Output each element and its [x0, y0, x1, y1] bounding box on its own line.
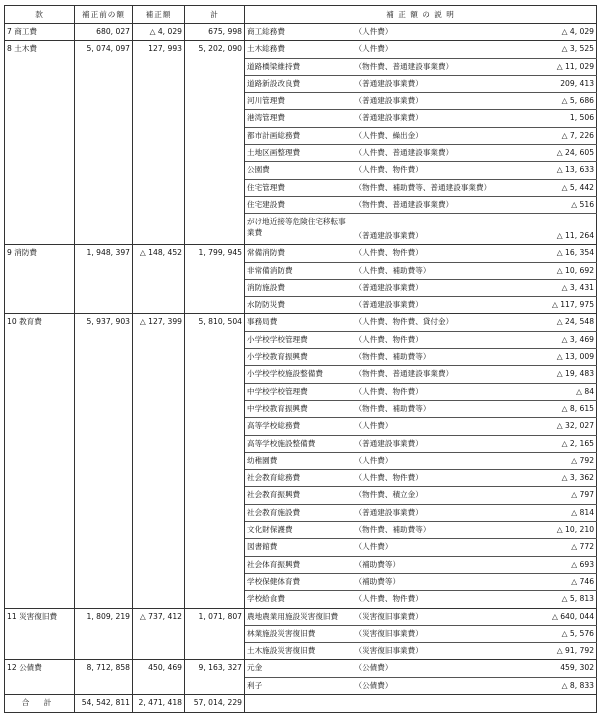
- item-amount: △ 11, 264: [507, 214, 597, 245]
- item-category: （物件費、補助費等、普通建設事業費）: [353, 179, 507, 196]
- item-name: 社会教育振興費: [245, 487, 353, 504]
- item-name: 幼稚園費: [245, 452, 353, 469]
- item-category: （普通建設事業費）: [354, 230, 423, 240]
- total-label: 合 計: [5, 694, 75, 712]
- table-row: [5, 608, 597, 625]
- table-row: [5, 24, 597, 41]
- item-name: 住宅管理費: [245, 179, 353, 196]
- item-amount: △ 84: [507, 383, 597, 400]
- item-name: 高等学校施設整備費: [245, 435, 353, 452]
- item-amount: △ 13, 009: [507, 349, 597, 366]
- header-row: [5, 6, 597, 24]
- item-amount: 209, 413: [507, 75, 597, 92]
- item-category: （人件費）: [353, 452, 507, 469]
- item-name: 道路橋梁維持費: [245, 58, 353, 75]
- item-name: 住宅建設費: [245, 196, 353, 213]
- pre-amount-cell: 680, 027: [75, 24, 133, 41]
- item-amount: △ 11, 029: [507, 58, 597, 75]
- item-amount: △ 3, 525: [507, 41, 597, 58]
- item-name: 社会体育振興費: [245, 556, 353, 573]
- total-description: [245, 694, 597, 712]
- item-amount: △ 640, 044: [507, 608, 597, 625]
- item-amount: △ 24, 548: [507, 314, 597, 331]
- table-row: [5, 41, 597, 58]
- item-category: （物件費、普通建設事業費）: [353, 58, 507, 75]
- item-amount: △ 516: [507, 196, 597, 213]
- header-pre-amount: 補正前の額: [75, 6, 133, 24]
- item-category: （人件費、物件費）: [353, 162, 507, 179]
- item-amount: △ 693: [507, 556, 597, 573]
- adjustment-cell: △ 148, 452: [133, 245, 185, 314]
- item-amount: △ 5, 686: [507, 93, 597, 110]
- header-adjustment: 補正額: [133, 6, 185, 24]
- item-category: （人件費）: [353, 41, 507, 58]
- item-name: 消防施設費: [245, 279, 353, 296]
- item-name: 都市計画総務費: [245, 127, 353, 144]
- item-amount: △ 4, 029: [507, 24, 597, 41]
- item-name: 土木総務費: [245, 41, 353, 58]
- item-name: 社会教育施設費: [245, 504, 353, 521]
- header-kan: 款: [5, 6, 75, 24]
- total-adjustment: 2, 471, 418: [133, 694, 185, 712]
- item-category: （人件費）: [353, 418, 507, 435]
- adjustment-cell: △ 737, 412: [133, 608, 185, 660]
- item-name: がけ地近接等危険住宅移転事業費: [247, 217, 346, 238]
- item-name: 道路新設改良費: [245, 75, 353, 92]
- table-row: [5, 314, 597, 331]
- item-amount: △ 797: [507, 487, 597, 504]
- item-amount: △ 5, 442: [507, 179, 597, 196]
- item-category: （普通建設事業費）: [353, 279, 507, 296]
- item-category: （人件費、繰出金）: [353, 127, 507, 144]
- item-name: 非常備消防費: [245, 262, 353, 279]
- item-amount: △ 13, 633: [507, 162, 597, 179]
- item-amount: △ 8, 615: [507, 400, 597, 417]
- total-row: [5, 694, 597, 712]
- adjustment-cell: △ 4, 029: [133, 24, 185, 41]
- pre-amount-cell: 5, 074, 097: [75, 41, 133, 245]
- item-name: 事務局費: [245, 314, 353, 331]
- kan-cell: 9 消防費: [5, 245, 75, 314]
- kan-cell: 8 土木費: [5, 41, 75, 245]
- item-name: 小学校学校管理費: [245, 331, 353, 348]
- total-cell: 1, 799, 945: [185, 245, 245, 314]
- item-category: （人件費、物件費）: [353, 331, 507, 348]
- item-category: （普通建設事業費）: [353, 435, 507, 452]
- item-name: 中学校学校管理費: [245, 383, 353, 400]
- item-name: 学校保健体育費: [245, 573, 353, 590]
- adjustment-cell: 127, 993: [133, 41, 185, 245]
- item-category: （公債費）: [353, 660, 507, 677]
- item-name: 利子: [247, 680, 263, 690]
- item-name: 学校給食費: [247, 594, 285, 604]
- item-amount: 459, 302: [507, 660, 597, 677]
- item-amount: △ 814: [507, 504, 597, 521]
- item-category: （人件費）: [353, 24, 507, 41]
- item-category: （普通建設事業費）: [353, 75, 507, 92]
- adjustment-cell: △ 127, 399: [133, 314, 185, 608]
- item-name: 図書館費: [245, 539, 353, 556]
- item-amount: △ 5, 576: [507, 625, 597, 642]
- item-category: （普通建設事業費）: [353, 504, 507, 521]
- item-amount: △ 5, 813: [507, 591, 597, 608]
- item-category: （災害復旧事業費）: [353, 608, 507, 625]
- item-name: 商工総務費: [245, 24, 353, 41]
- item-category: （物件費、普通建設事業費）: [353, 366, 507, 383]
- total-cell: 9, 163, 327: [185, 660, 245, 695]
- item-amount: △ 792: [507, 452, 597, 469]
- item-name: 社会教育総務費: [245, 470, 353, 487]
- item-category: （人件費、補助費等）: [353, 262, 507, 279]
- item-amount: △ 7, 226: [507, 127, 597, 144]
- item-amount: △ 772: [507, 539, 597, 556]
- total-cell: 5, 202, 090: [185, 41, 245, 245]
- item-category: （物件費、積立金）: [353, 487, 507, 504]
- item-category: （物件費、普通建設事業費）: [353, 196, 507, 213]
- kan-cell: 12 公債費: [5, 660, 75, 695]
- item-amount: △ 2, 165: [507, 435, 597, 452]
- pre-amount-cell: 8, 712, 858: [75, 660, 133, 695]
- item-category: （人件費、物件費）: [353, 245, 507, 262]
- item-amount: △ 8, 833: [507, 677, 597, 694]
- item-name: 文化財保護費: [245, 522, 353, 539]
- item-category: （人件費、物件費、貸付金）: [353, 314, 507, 331]
- item-name: 元金: [245, 660, 353, 677]
- total-cell: 5, 810, 504: [185, 314, 245, 608]
- item-amount: △ 3, 469: [507, 331, 597, 348]
- item-category: （人件費、物件費）: [354, 594, 423, 604]
- item-category: （物件費、補助費等）: [353, 400, 507, 417]
- kan-cell: 10 教育費: [5, 314, 75, 608]
- pre-amount-cell: 1, 948, 397: [75, 245, 133, 314]
- total-cell: 675, 998: [185, 24, 245, 41]
- adjustment-cell: 450, 469: [133, 660, 185, 695]
- item-name: 水防防災費: [247, 300, 285, 310]
- item-name: 土地区画整理費: [245, 145, 353, 162]
- item-name: 小学校教育振興費: [245, 349, 353, 366]
- total-amount: 57, 014, 229: [185, 694, 245, 712]
- item-category: （物件費、補助費等）: [353, 349, 507, 366]
- header-description: 補 正 額 の 説 明: [245, 6, 597, 24]
- item-category: （公債費）: [354, 680, 393, 690]
- item-amount: △ 16, 354: [507, 245, 597, 262]
- item-category: （普通建設事業費）: [353, 93, 507, 110]
- item-amount: 1, 506: [507, 110, 597, 127]
- budget-sheet: [4, 5, 596, 713]
- item-category: （人件費、物件費）: [353, 383, 507, 400]
- item-amount: △ 24, 605: [507, 145, 597, 162]
- item-category: （人件費、物件費）: [353, 470, 507, 487]
- header-total: 計: [185, 6, 245, 24]
- item-category: （補助費等）: [353, 556, 507, 573]
- item-category: （人件費、普通建設事業費）: [353, 145, 507, 162]
- item-name: 港湾管理費: [245, 110, 353, 127]
- budget-table: [4, 5, 597, 713]
- item-name: 林業施設災害復旧費: [245, 625, 353, 642]
- item-category: （災害復旧事業費）: [354, 646, 423, 656]
- item-name: 常備消防費: [245, 245, 353, 262]
- item-amount: △ 91, 792: [507, 643, 597, 660]
- item-amount: △ 746: [507, 573, 597, 590]
- item-name: 中学校教育振興費: [245, 400, 353, 417]
- item-name: 土木施設災害復旧費: [247, 646, 316, 656]
- item-name: 高等学校総務費: [245, 418, 353, 435]
- item-category: （普通建設事業費）: [353, 110, 507, 127]
- item-name: 小学校学校施設整備費: [245, 366, 353, 383]
- total-pre-amount: 54, 542, 811: [75, 694, 133, 712]
- table-body: [5, 24, 597, 695]
- item-amount: △ 3, 362: [507, 470, 597, 487]
- item-amount: △ 10, 210: [507, 522, 597, 539]
- item-category: （人件費）: [353, 539, 507, 556]
- item-amount: △ 32, 027: [507, 418, 597, 435]
- table-row: [5, 660, 597, 677]
- kan-cell: 11 災害復旧費: [5, 608, 75, 660]
- pre-amount-cell: 1, 809, 219: [75, 608, 133, 660]
- item-name: 農地農業用施設災害復旧費: [245, 608, 353, 625]
- item-amount: △ 10, 692: [507, 262, 597, 279]
- item-amount: △ 19, 483: [507, 366, 597, 383]
- item-category: （補助費等）: [353, 573, 507, 590]
- item-name: 河川管理費: [245, 93, 353, 110]
- item-category: （物件費、補助費等）: [353, 522, 507, 539]
- item-amount: △ 3, 431: [507, 279, 597, 296]
- total-cell: 1, 071, 807: [185, 608, 245, 660]
- pre-amount-cell: 5, 937, 903: [75, 314, 133, 608]
- table-row: [5, 245, 597, 262]
- item-name: 公園費: [245, 162, 353, 179]
- kan-cell: 7 商工費: [5, 24, 75, 41]
- item-amount: △ 117, 975: [507, 297, 597, 314]
- item-category: （災害復旧事業費）: [353, 625, 507, 642]
- item-category: （普通建設事業費）: [354, 300, 423, 310]
